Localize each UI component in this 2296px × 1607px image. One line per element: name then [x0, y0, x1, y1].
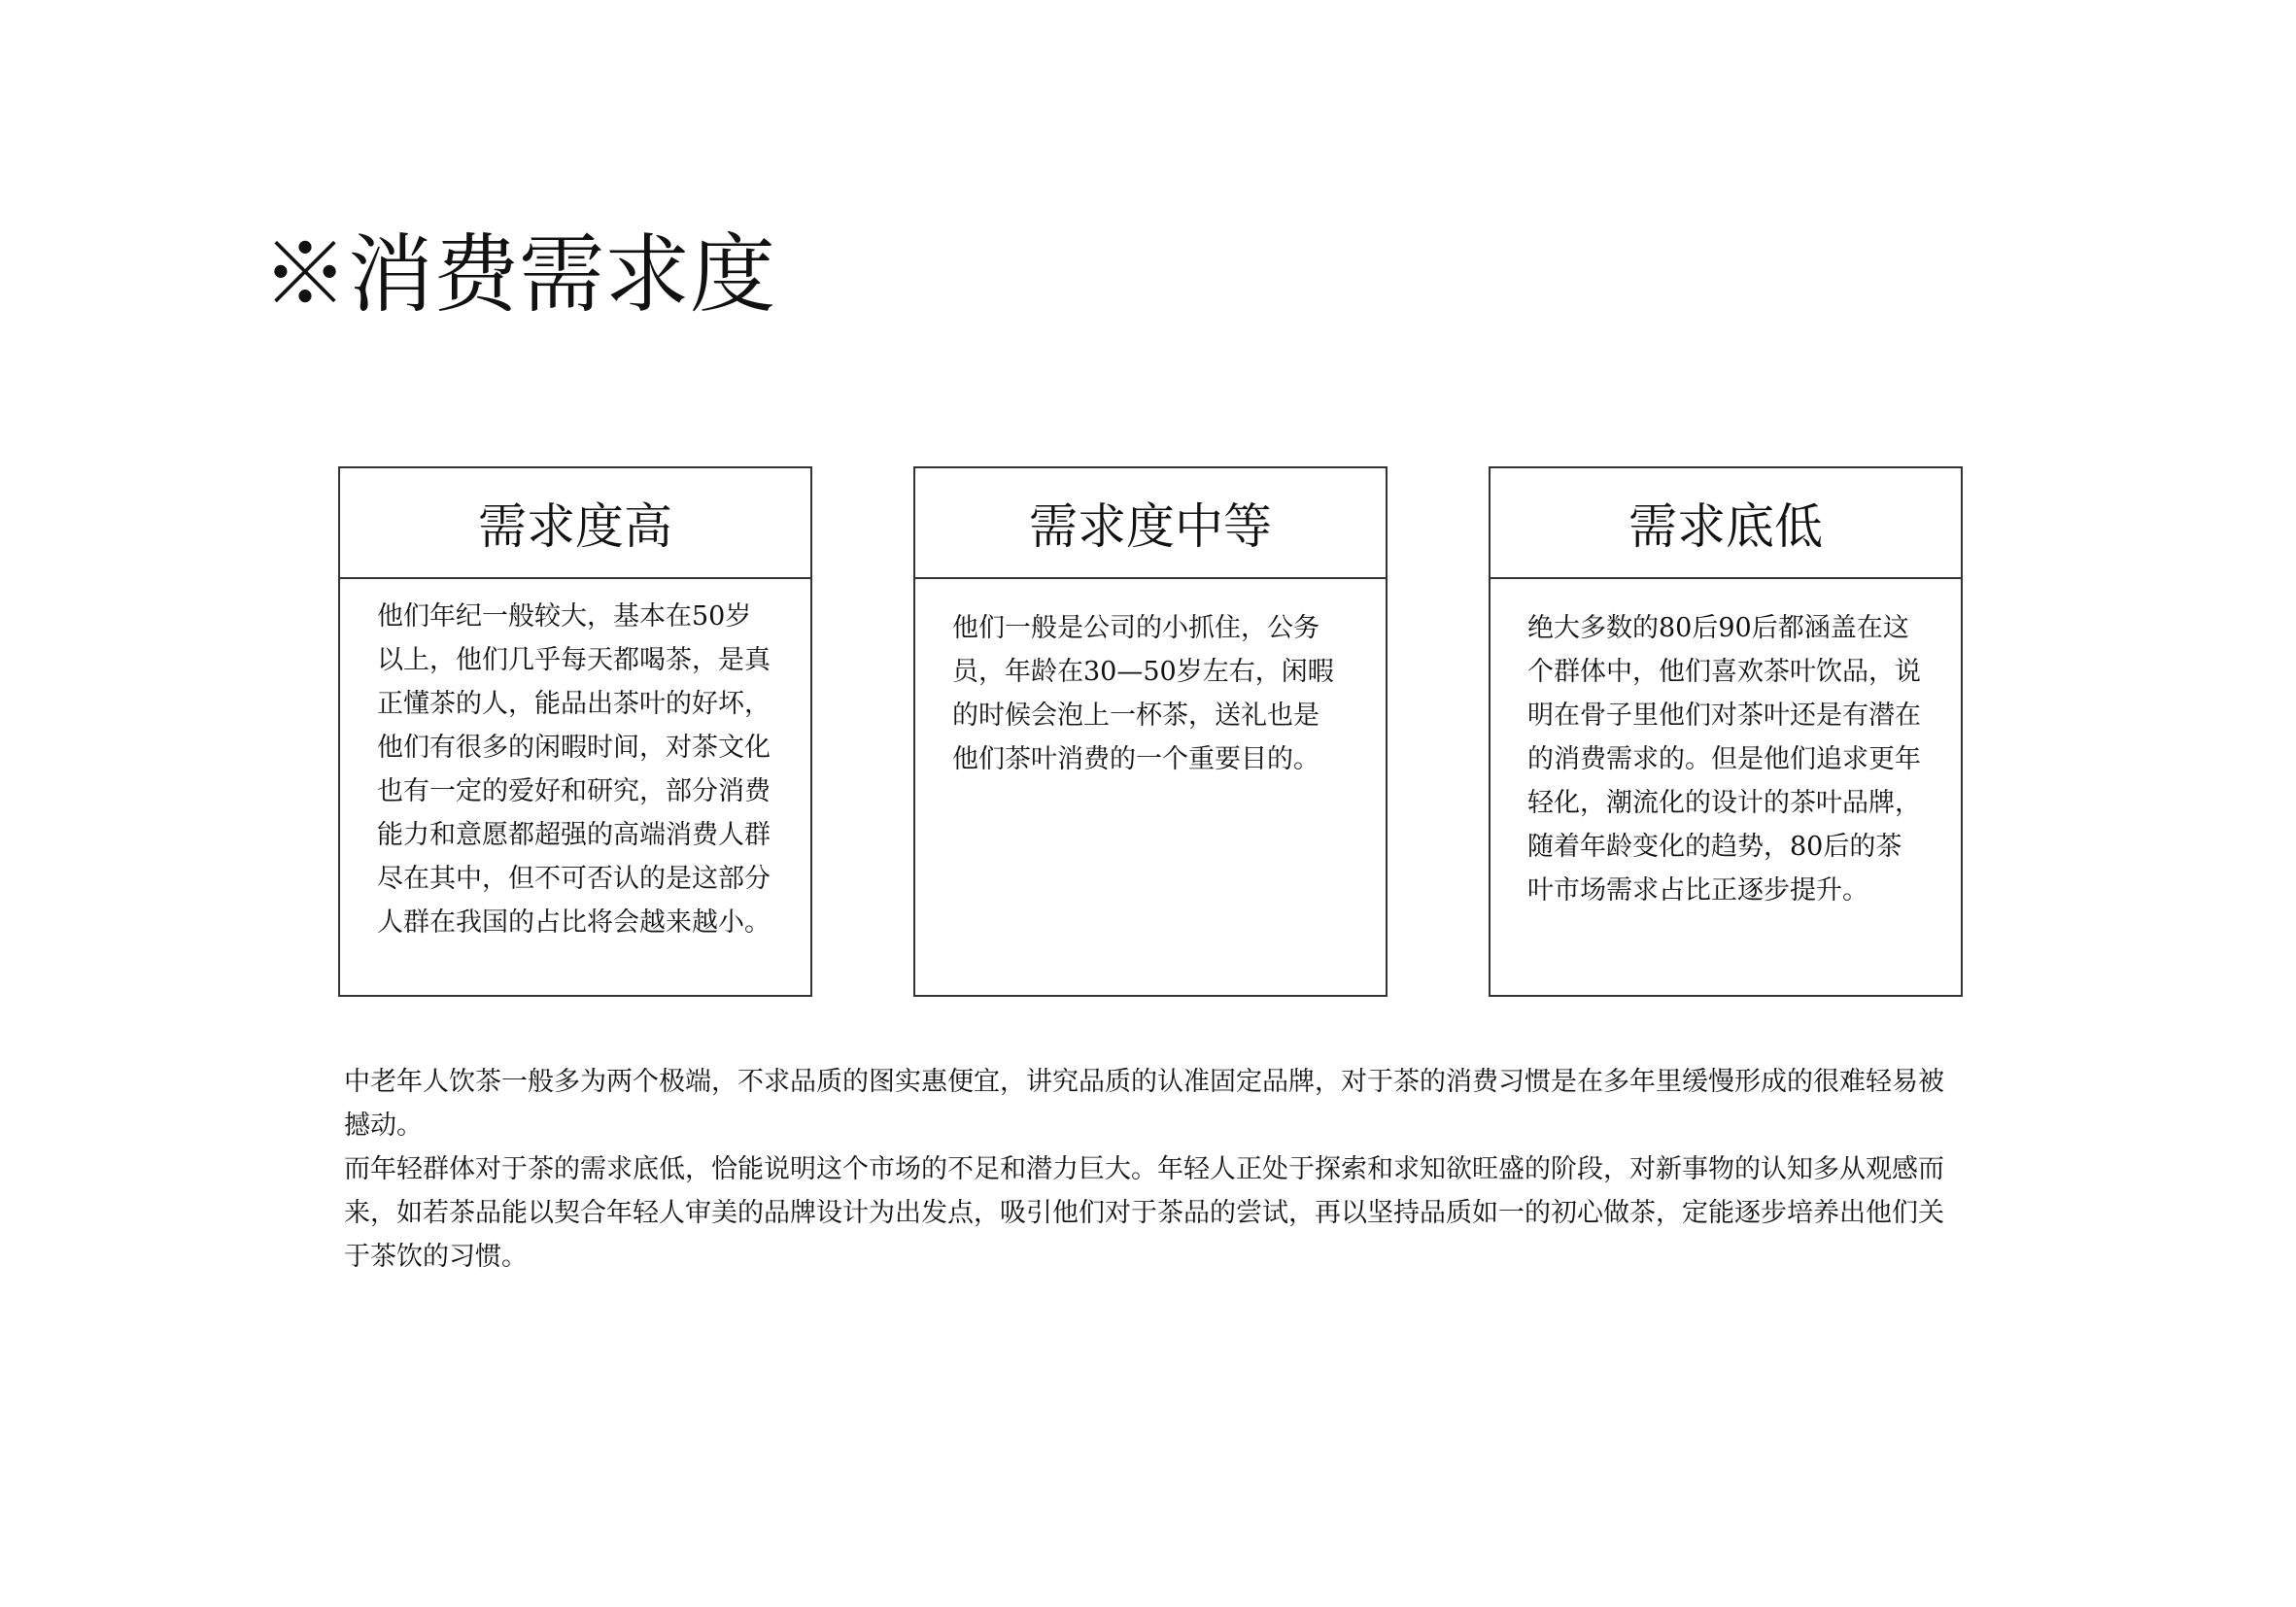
card-body-text: 他们年纪一般较大，基本在50岁以上，他们几乎每天都喝茶，是真正懂茶的人，能品出茶叶的好坏，他们有很多的闲暇时间，对茶文化也有一定的爱好和研究，部分消费能力和意愿都超强的高端消费人群尽在其中，但不可否认的是这部分人群在我国的占比将会越来越小。 — [377, 601, 771, 938]
card-heading: 需求度高 — [340, 468, 810, 579]
demand-card-low — [1489, 466, 1963, 997]
demand-card-medium — [913, 466, 1388, 997]
page-title: ※消费需求度 — [262, 224, 776, 325]
summary-paragraph: 而年轻群体对于茶的需求底低，恰能说明这个市场的不足和潜力巨大。年轻人正处于探索和求知欲旺盛的阶段，对新事物的认知多从观感而来，如若茶品能以契合年轻人审美的品牌设计为出发点，吸引他们对于茶品的尝试，再以坚持品质如一的初心做茶，定能逐步培养出他们关于茶饮的习惯。 — [344, 1154, 1944, 1272]
card-body-text: 他们一般是公司的小抓住，公务员，年龄在30—50岁左右，闲暇的时候会泡上一杯茶，送礼也是他们茶叶消费的一个重要目的。 — [952, 613, 1334, 774]
card-heading: 需求度中等 — [915, 468, 1386, 579]
summary-paragraph: 中老年人饮茶一般多为两个极端，不求品质的图实惠便宜，讲究品质的认准固定品牌，对于茶的消费习惯是在多年里缓慢形成的很难轻易被撼动。 — [344, 1067, 1944, 1141]
card-body-text: 绝大多数的80后90后都涵盖在这个群体中，他们喜欢茶叶饮品，说明在骨子里他们对茶叶还是有潜在的消费需求的。但是他们追求更年轻化，潮流化的设计的茶叶品牌，随着年龄变化的趋势，80后的茶叶市场需求占比正逐步提升。 — [1527, 613, 1921, 906]
card-heading: 需求底低 — [1491, 468, 1961, 579]
summary-section — [344, 1060, 1957, 1279]
demand-card-high — [338, 466, 812, 997]
